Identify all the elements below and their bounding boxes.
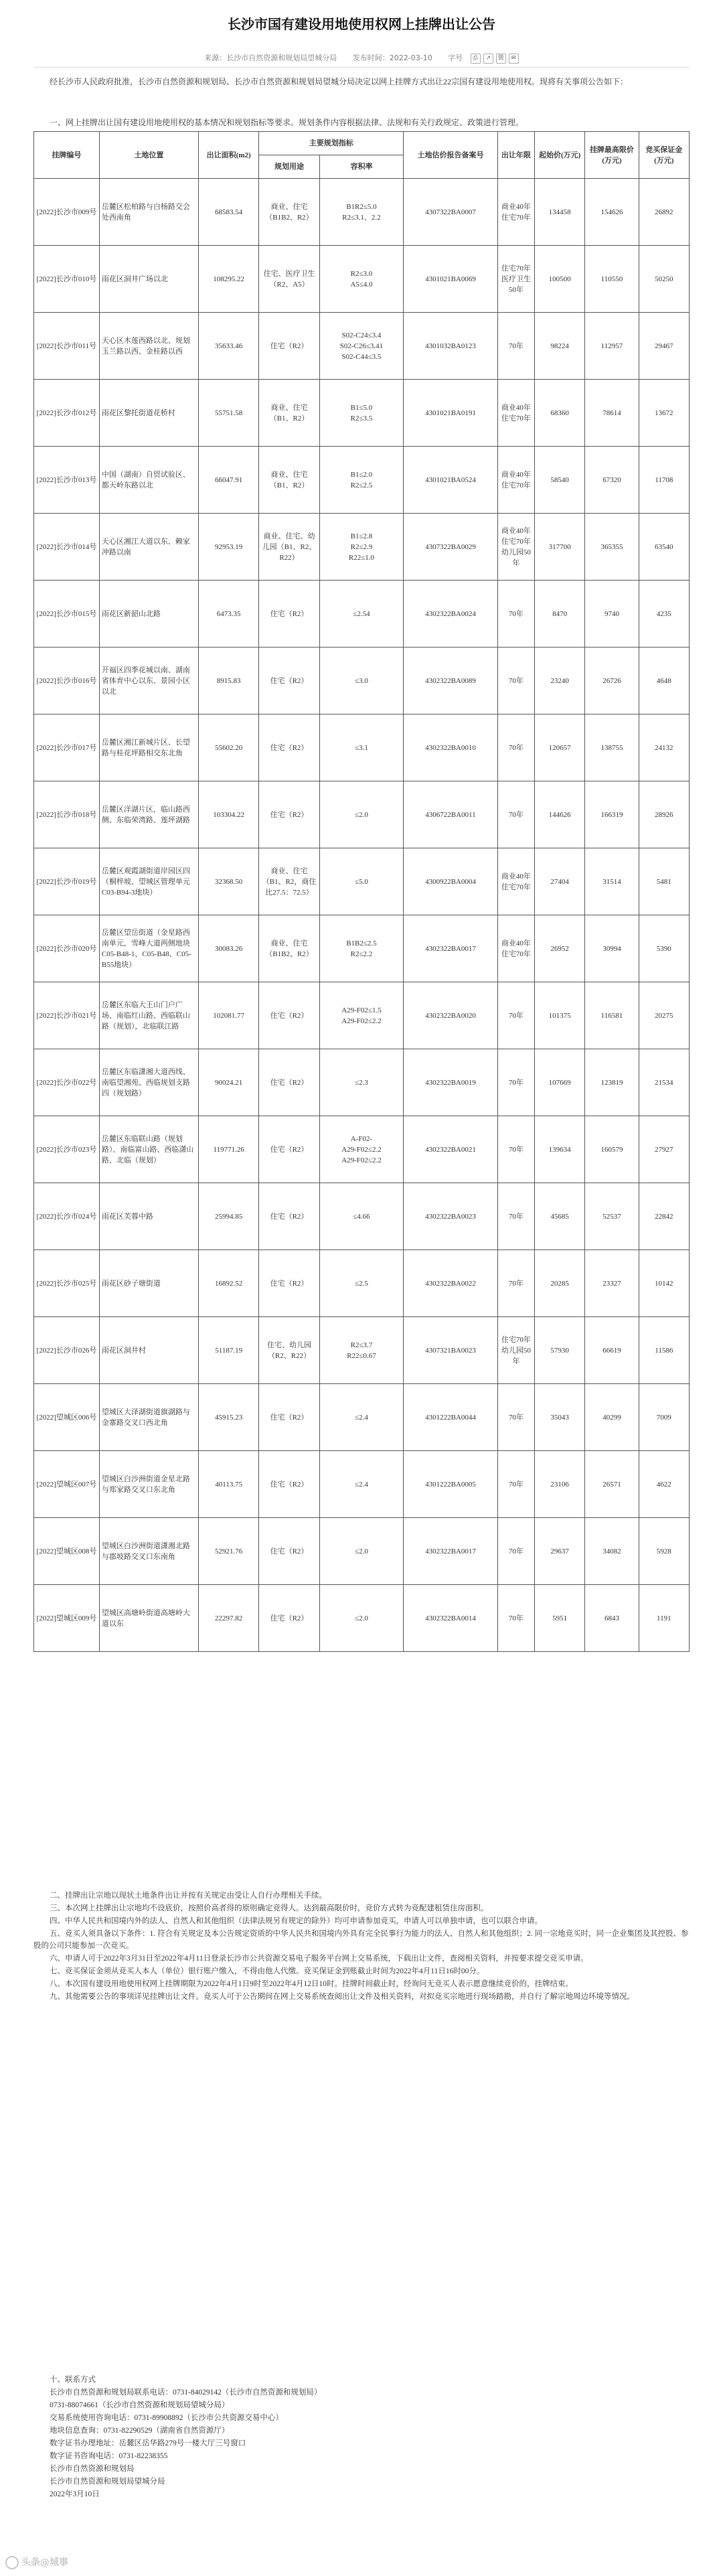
cell-loc: 岳麓区东临潇湘大道西线、南临望湘苑、西临规划支路四（规划路） bbox=[99, 1049, 198, 1116]
cell-cert: 4301021BA0191 bbox=[404, 380, 498, 447]
cell-years: 商业40年 住宅70年 bbox=[497, 915, 534, 982]
cell-years: 70年 bbox=[497, 581, 534, 648]
cell-loc: 雨花区洞井广场以北 bbox=[99, 246, 198, 313]
cell-use: 商业、住宅（B1B2、R2） bbox=[259, 915, 319, 982]
cell-maxp: 23327 bbox=[585, 1250, 639, 1317]
cell-maxp: 26726 bbox=[585, 648, 639, 714]
cell-far: B1R2≤5.0 R2≤3.1、2.2 bbox=[319, 179, 404, 246]
contacts-heading: 十、联系方式 bbox=[50, 2376, 96, 2384]
cell-start: 8470 bbox=[534, 581, 584, 648]
table-row bbox=[34, 714, 690, 781]
cell-far: ≤2.0 bbox=[319, 1518, 404, 1585]
cell-no: [2022]望城区009号 bbox=[34, 1585, 100, 1652]
cell-years: 70年 bbox=[497, 648, 534, 714]
date-label: 发布时间：2022-03-10 bbox=[352, 54, 432, 62]
cell-far: ≤2.54 bbox=[319, 581, 404, 648]
cell-no: [2022]长沙市018号 bbox=[34, 781, 100, 848]
cell-maxp: 110550 bbox=[585, 246, 639, 313]
cell-area: 108295.22 bbox=[198, 246, 258, 313]
header-cert: 土地估价报告备案号 bbox=[404, 132, 498, 179]
cell-far: B1≤2.8 R2≤2.9 R22≤1.0 bbox=[319, 514, 404, 581]
cell-start: 20285 bbox=[534, 1250, 584, 1317]
cell-deposit: 7009 bbox=[639, 1384, 689, 1451]
cell-loc: 岳麓区观霞湖街道岸园区四（桐梓坡、望城区管理单元C03-B94-3地块） bbox=[99, 848, 198, 915]
cell-deposit: 5481 bbox=[639, 848, 689, 915]
weibo-icon[interactable]: 微 bbox=[496, 54, 506, 64]
cell-cert: 4302322BA0017 bbox=[404, 1518, 498, 1585]
cell-area: 90024.21 bbox=[198, 1049, 258, 1116]
cell-no: [2022]长沙市023号 bbox=[34, 1116, 100, 1183]
cell-cert: 4302322BA0089 bbox=[404, 648, 498, 714]
cell-use: 商业、住宅（B1、R2） bbox=[259, 380, 319, 447]
cell-years: 70年 bbox=[497, 1116, 534, 1183]
cell-maxp: 116581 bbox=[585, 982, 639, 1049]
cell-no: [2022]长沙市017号 bbox=[34, 714, 100, 781]
cell-cert: 4301222BA0044 bbox=[404, 1384, 498, 1451]
cell-maxp: 52537 bbox=[585, 1183, 639, 1250]
cell-years: 70年 bbox=[497, 781, 534, 848]
signature-1: 长沙市自然资源和规划局 bbox=[50, 2465, 135, 2473]
cell-loc: 雨花区芙蓉中路 bbox=[99, 1183, 198, 1250]
cell-start: 27404 bbox=[534, 848, 584, 915]
cell-cert: 4302322BA0023 bbox=[404, 1183, 498, 1250]
cell-years: 70年 bbox=[497, 313, 534, 380]
cell-years: 70年 bbox=[497, 982, 534, 1049]
cell-no: [2022]望城区008号 bbox=[34, 1518, 100, 1585]
cell-area: 22297.82 bbox=[198, 1585, 258, 1652]
header-location: 土地位置 bbox=[99, 132, 198, 179]
cell-no: [2022]长沙市025号 bbox=[34, 1250, 100, 1317]
cell-deposit: 28926 bbox=[639, 781, 689, 848]
cell-start: 57930 bbox=[534, 1317, 584, 1384]
cell-far: ≤3.0 bbox=[319, 648, 404, 714]
table-row bbox=[34, 1384, 690, 1451]
cell-use: 住宅（R2） bbox=[259, 1451, 319, 1518]
cell-far: ≤4.66 bbox=[319, 1183, 404, 1250]
cell-loc: 岳麓区湘江新城片区、长望路与桂花坪路相交东北角 bbox=[99, 714, 198, 781]
cell-area: 68583.54 bbox=[198, 179, 258, 246]
cell-far: ≤2.0 bbox=[319, 1585, 404, 1652]
cell-loc: 望城区高塘岭街道高塘岭大道以东 bbox=[99, 1585, 198, 1652]
cell-cert: 4306722BA0011 bbox=[404, 781, 498, 848]
cell-years: 70年 bbox=[497, 714, 534, 781]
cell-maxp: 6843 bbox=[585, 1585, 639, 1652]
header-main-index: 主要规划指标 bbox=[259, 132, 404, 155]
cell-no: [2022]长沙市014号 bbox=[34, 514, 100, 581]
cell-years: 70年 bbox=[497, 1451, 534, 1518]
table-row bbox=[34, 1317, 690, 1384]
table-row bbox=[34, 514, 690, 581]
cell-no: [2022]长沙市015号 bbox=[34, 581, 100, 648]
cell-start: 29637 bbox=[534, 1518, 584, 1585]
table-row bbox=[34, 1049, 690, 1116]
cell-maxp: 34082 bbox=[585, 1518, 639, 1585]
cell-deposit: 13672 bbox=[639, 380, 689, 447]
cell-maxp: 166319 bbox=[585, 781, 639, 848]
cell-area: 103304.22 bbox=[198, 781, 258, 848]
cell-cert: 4302322BA0010 bbox=[404, 714, 498, 781]
cell-area: 35633.46 bbox=[198, 313, 258, 380]
cell-loc: 望城区大泽湖街道旗湖路与金寨路交叉口西北角 bbox=[99, 1384, 198, 1451]
cell-far: R2≤3.0 A5≤4.0 bbox=[319, 246, 404, 313]
watermark-logo-icon bbox=[5, 2556, 19, 2569]
cell-maxp: 30994 bbox=[585, 915, 639, 982]
cell-start: 35043 bbox=[534, 1384, 584, 1451]
header-use: 规划用途 bbox=[259, 155, 319, 179]
note-paragraph: 八、本次国有建设用地使用权网上挂牌期限为2022年4月1日9时至2022年4月12日10时。挂牌时间截止时，经询问无竞买人表示愿意继续竞价的，挂牌结束。 bbox=[50, 1980, 573, 1988]
cell-maxp: 160579 bbox=[585, 1116, 639, 1183]
cell-start: 120657 bbox=[534, 714, 584, 781]
cell-deposit: 29467 bbox=[639, 313, 689, 380]
cell-start: 26952 bbox=[534, 915, 584, 982]
cell-deposit: 63540 bbox=[639, 514, 689, 581]
cell-area: 66047.91 bbox=[198, 447, 258, 514]
cell-start: 144626 bbox=[534, 781, 584, 848]
section-1-heading: 一、网上挂牌出让国有建设用地使用权的基本情况和规划指标等要求。规划条件内容根据法律、法规和有关行政规定、政策进行管理。 bbox=[50, 118, 524, 127]
header-years: 出让年限 bbox=[497, 132, 534, 179]
cell-start: 107669 bbox=[534, 1049, 584, 1116]
cell-maxp: 154626 bbox=[585, 179, 639, 246]
cell-use: 住宅（R2） bbox=[259, 313, 319, 380]
cell-use: 住宅（R2） bbox=[259, 1183, 319, 1250]
cell-area: 40113.75 bbox=[198, 1451, 258, 1518]
table-row bbox=[34, 581, 690, 648]
cell-deposit: 27927 bbox=[639, 1116, 689, 1183]
cell-deposit: 26892 bbox=[639, 179, 689, 246]
cell-far: ≤2.3 bbox=[319, 1049, 404, 1116]
cell-use: 住宅（R2） bbox=[259, 982, 319, 1049]
cell-area: 55602.20 bbox=[198, 714, 258, 781]
cell-cert: 4307322BA0007 bbox=[404, 179, 498, 246]
cell-far: B1≤5.0 R2≤3.5 bbox=[319, 380, 404, 447]
note-paragraph: 三、本次网上挂牌出让宗地均不设底价，按照价高者得的原则确定竞得人。达到最高限价时，竞价方式转为竞配建租赁住房面积。 bbox=[50, 1904, 489, 1912]
cell-deposit: 24132 bbox=[639, 714, 689, 781]
cell-deposit: 11586 bbox=[639, 1317, 689, 1384]
cell-area: 55751.58 bbox=[198, 380, 258, 447]
table-row bbox=[34, 1183, 690, 1250]
cell-area: 102081.77 bbox=[198, 982, 258, 1049]
cell-maxp: 112957 bbox=[585, 313, 639, 380]
signature-2: 长沙市自然资源和规划局望城分局 bbox=[50, 2478, 165, 2486]
cell-use: 住宅（R2） bbox=[259, 1585, 319, 1652]
cell-deposit: 4622 bbox=[639, 1451, 689, 1518]
cell-far: S02-C24≤3.4 S02-C26≤3.41 S02-C44≤3.5 bbox=[319, 313, 404, 380]
cell-start: 58540 bbox=[534, 447, 584, 514]
cell-far: ≤2.0 bbox=[319, 781, 404, 848]
header-far: 容积率 bbox=[319, 155, 404, 179]
cell-far: R2≤3.7 R22≤0.67 bbox=[319, 1317, 404, 1384]
cell-start: 139634 bbox=[534, 1116, 584, 1183]
cell-no: [2022]长沙市012号 bbox=[34, 380, 100, 447]
cell-use: 住宅（R2） bbox=[259, 648, 319, 714]
divider bbox=[33, 67, 690, 68]
cell-no: [2022]长沙市024号 bbox=[34, 1183, 100, 1250]
cell-far: ≤3.1 bbox=[319, 714, 404, 781]
cell-deposit: 11708 bbox=[639, 447, 689, 514]
cell-cert: 4302322BA0019 bbox=[404, 1049, 498, 1116]
cell-use: 住宅（R2） bbox=[259, 1116, 319, 1183]
cell-start: 45685 bbox=[534, 1183, 584, 1250]
table-row bbox=[34, 781, 690, 848]
watermark bbox=[5, 2555, 68, 2569]
cell-no: [2022]长沙市022号 bbox=[34, 1049, 100, 1116]
cell-deposit: 5928 bbox=[639, 1518, 689, 1585]
cell-area: 119771.26 bbox=[198, 1116, 258, 1183]
wechat-icon[interactable]: ✉ bbox=[509, 54, 519, 64]
table-row bbox=[34, 246, 690, 313]
font-size-label[interactable]: 字号 bbox=[448, 54, 463, 62]
cell-no: [2022]长沙市026号 bbox=[34, 1317, 100, 1384]
cell-years: 70年 bbox=[497, 1518, 534, 1585]
cell-area: 6473.35 bbox=[198, 581, 258, 648]
cell-start: 23240 bbox=[534, 648, 584, 714]
contact-line: 交易系统使用咨询电话：0731-89908892（长沙市公共资源交易中心） bbox=[50, 2414, 283, 2422]
cell-no: [2022]望城区006号 bbox=[34, 1384, 100, 1451]
cell-cert: 4301021BA0069 bbox=[404, 246, 498, 313]
cell-far: ≤2.5 bbox=[319, 1250, 404, 1317]
cell-years: 70年 bbox=[497, 1250, 534, 1317]
note-paragraph: 七、竞买保证金须从竞买人本人（单位）银行账户缴入，不得由他人代缴。竞买保证金到账截止时间为2022年4月11日16时00分。 bbox=[50, 1967, 485, 1975]
table-body bbox=[34, 179, 690, 1652]
cell-use: 商业、住宅（B1B2、R2） bbox=[259, 179, 319, 246]
cell-years: 70年 bbox=[497, 1585, 534, 1652]
cell-deposit: 4235 bbox=[639, 581, 689, 648]
cell-use: 住宅（R2） bbox=[259, 714, 319, 781]
cell-cert: 4307321BA0023 bbox=[404, 1317, 498, 1384]
table-row bbox=[34, 447, 690, 514]
cell-use: 商业、住宅、幼儿园（B1、R2、R22） bbox=[259, 514, 319, 581]
cell-no: [2022]长沙市009号 bbox=[34, 179, 100, 246]
cell-use: 住宅（R2） bbox=[259, 1250, 319, 1317]
cell-loc: 雨花区黎托街道花桥村 bbox=[99, 380, 198, 447]
table-row bbox=[34, 848, 690, 915]
watermark-text: 头条@城事 bbox=[21, 2557, 68, 2568]
table-row bbox=[34, 179, 690, 246]
cell-loc: 开福区四季花城以南、湖南省体育中心以东、景园小区以北 bbox=[99, 648, 198, 714]
header-no: 挂牌编号 bbox=[34, 132, 100, 179]
contact-line: 数字证书办理地址：岳麓区岳华路279号一楼大厅三号窗口 bbox=[50, 2439, 246, 2447]
cell-deposit: 1191 bbox=[639, 1585, 689, 1652]
table-row bbox=[34, 982, 690, 1049]
cell-years: 住宅70年 幼儿园50年 bbox=[497, 1317, 534, 1384]
notes-section bbox=[33, 1890, 690, 2003]
cell-years: 70年 bbox=[497, 1384, 534, 1451]
cell-far: ≤2.4 bbox=[319, 1451, 404, 1518]
cell-area: 92953.19 bbox=[198, 514, 258, 581]
cell-deposit: 22842 bbox=[639, 1183, 689, 1250]
cell-years: 商业40年 住宅70年 bbox=[497, 380, 534, 447]
note-paragraph: 六、申请人可于2022年3月31日至2022年4月11日登录长沙市公共资源交易电子服务平台网上交易系统，下载出让文件，查阅相关资料，并按要求提交竞买申请。 bbox=[50, 1955, 588, 1963]
cell-deposit: 50250 bbox=[639, 246, 689, 313]
cell-years: 住宅70年 医疗卫生50年 bbox=[497, 246, 534, 313]
cell-loc: 岳麓区东临联山路（规划路）、南临富山路、西临潇山路、北临（规划） bbox=[99, 1116, 198, 1183]
contact-line: 长沙市自然资源和规划局联系电话：0731-84029142（长沙市自然资源和规划局） bbox=[50, 2389, 322, 2397]
cell-loc: 雨花区砂子塘街道 bbox=[99, 1250, 198, 1317]
cell-area: 16892.52 bbox=[198, 1250, 258, 1317]
table-row bbox=[34, 648, 690, 714]
cell-maxp: 67320 bbox=[585, 447, 639, 514]
cell-area: 51187.19 bbox=[198, 1317, 258, 1384]
cell-cert: 4301222BA0005 bbox=[404, 1451, 498, 1518]
cell-maxp: 138755 bbox=[585, 714, 639, 781]
page-title: 长沙市国有建设用地使用权网上挂牌出让公告 bbox=[228, 16, 495, 32]
table-row bbox=[34, 1518, 690, 1585]
cell-use: 住宅（R2） bbox=[259, 1384, 319, 1451]
cell-area: 32368.50 bbox=[198, 848, 258, 915]
print-icon[interactable]: ⎙ bbox=[471, 54, 481, 64]
cell-use: 商业、住宅（B1、R2） bbox=[259, 447, 319, 514]
note-paragraph: 五、竞买人须具备以下条件：1. 符合有关规定及本公告规定资质的中华人民共和国境内外具有完全民事行为能力的法人、自然人和其他组织；2. 同一宗地竞买时，同一企业集团及其控股、参股的公司只能参加一次竞买。 bbox=[33, 1930, 689, 1950]
cell-years: 商业40年 住宅70年 bbox=[497, 179, 534, 246]
cell-loc: 天心区木莲西路以北、规划玉兰路以西、金桂路以西 bbox=[99, 313, 198, 380]
cell-area: 45915.23 bbox=[198, 1384, 258, 1451]
cell-cert: 4301021BA0524 bbox=[404, 447, 498, 514]
contact-line: 0731-88074661（长沙市自然资源和规划局望城分局） bbox=[50, 2401, 230, 2409]
cell-use: 住宅、幼儿园（R2、R22） bbox=[259, 1317, 319, 1384]
cell-start: 101375 bbox=[534, 982, 584, 1049]
cell-start: 317700 bbox=[534, 514, 584, 581]
cell-cert: 4302322BA0017 bbox=[404, 915, 498, 982]
note-paragraph: 二、挂牌出让宗地以现状土地条件出让并按有关规定由受让人自行办理相关手续。 bbox=[50, 1892, 327, 1900]
cell-use: 住宅、医疗卫生（R2、A5） bbox=[259, 246, 319, 313]
cell-maxp: 26571 bbox=[585, 1451, 639, 1518]
cell-no: [2022]长沙市013号 bbox=[34, 447, 100, 514]
contact-lines bbox=[33, 2386, 690, 2463]
contacts-section bbox=[33, 2374, 690, 2501]
cell-years: 70年 bbox=[497, 1183, 534, 1250]
table-row bbox=[34, 1585, 690, 1652]
note-paragraph: 九、其他需要公告的事项详见挂牌出让文件。竞买人可于公告期间在网上交易系统查阅出让文件及相关资料，对拟竞买宗地进行现场踏勘，并自行了解宗地周边环境等情况。 bbox=[50, 1993, 635, 2001]
cell-cert: 4302322BA0020 bbox=[404, 982, 498, 1049]
cell-loc: 岳麓区洋湖片区，临山路西侧、东临荣湾路、莲坪湖路 bbox=[99, 781, 198, 848]
cell-start: 23106 bbox=[534, 1451, 584, 1518]
cell-cert: 4307322BA0029 bbox=[404, 514, 498, 581]
cell-use: 住宅（R2） bbox=[259, 1518, 319, 1585]
cell-deposit: 5390 bbox=[639, 915, 689, 982]
cell-no: [2022]望城区007号 bbox=[34, 1451, 100, 1518]
signature-date: 2022年3月10日 bbox=[50, 2490, 100, 2498]
table-row bbox=[34, 1116, 690, 1183]
cell-maxp: 123819 bbox=[585, 1049, 639, 1116]
cell-loc: 雨花区洞井村 bbox=[99, 1317, 198, 1384]
cell-area: 8915.83 bbox=[198, 648, 258, 714]
table-row bbox=[34, 313, 690, 380]
cell-maxp: 78614 bbox=[585, 380, 639, 447]
cell-deposit: 20275 bbox=[639, 982, 689, 1049]
table-row bbox=[34, 1451, 690, 1518]
cell-maxp: 40299 bbox=[585, 1384, 639, 1451]
cell-use: 住宅（R2） bbox=[259, 1049, 319, 1116]
cell-no: [2022]长沙市021号 bbox=[34, 982, 100, 1049]
cell-no: [2022]长沙市020号 bbox=[34, 915, 100, 982]
cell-area: 30083.26 bbox=[198, 915, 258, 982]
cell-far: ≤2.4 bbox=[319, 1384, 404, 1451]
cell-deposit: 10142 bbox=[639, 1250, 689, 1317]
cell-years: 70年 bbox=[497, 1049, 534, 1116]
cell-use: 住宅（R2） bbox=[259, 781, 319, 848]
cell-use: 商业、住宅（B1、R2，商住比27.5：72.5） bbox=[259, 848, 319, 915]
cell-no: [2022]长沙市019号 bbox=[34, 848, 100, 915]
note-paragraph: 四、中华人民共和国境内外的法人、自然人和其他组织（法律法规另有规定的除外）均可申请参加竞买，申请人可以单独申请，也可以联合申请。 bbox=[50, 1917, 542, 1925]
cell-use: 住宅（R2） bbox=[259, 581, 319, 648]
cell-start: 134458 bbox=[534, 179, 584, 246]
cell-maxp: 9740 bbox=[585, 581, 639, 648]
share-icon[interactable]: ↗ bbox=[483, 54, 493, 64]
cell-start: 100500 bbox=[534, 246, 584, 313]
cell-start: 5951 bbox=[534, 1585, 584, 1652]
cell-loc: 望城区白沙洲街道金星北路与郑家路交叉口东北角 bbox=[99, 1451, 198, 1518]
cell-loc: 望城区白沙洲街道潇湘北路与郡坡路交叉口东南角 bbox=[99, 1518, 198, 1585]
header-deposit: 竞买保证金(万元) bbox=[639, 132, 689, 179]
table-row bbox=[34, 380, 690, 447]
cell-cert: 4302322BA0024 bbox=[404, 581, 498, 648]
cell-cert: 4302322BA0022 bbox=[404, 1250, 498, 1317]
contact-line: 数字证书咨询电话：0731-82238355 bbox=[50, 2452, 168, 2460]
cell-loc: 岳麓区望岳街道（金星路西南单元，雪峰大道两侧地块C05-B48-1、C05-B48、C05-B55地块） bbox=[99, 915, 198, 982]
cell-area: 52921.76 bbox=[198, 1518, 258, 1585]
cell-maxp: 31514 bbox=[585, 848, 639, 915]
cell-far: B1B2≤2.5 R2≤2.2 bbox=[319, 915, 404, 982]
cell-start: 68360 bbox=[534, 380, 584, 447]
header-area: 出让面积(m2) bbox=[198, 132, 258, 179]
cell-no: [2022]长沙市016号 bbox=[34, 648, 100, 714]
cell-cert: 4301032BA0123 bbox=[404, 313, 498, 380]
cell-far: ≤5.0 bbox=[319, 848, 404, 915]
cell-far: A29-F02≤1.5 A29-F02≤2.2 bbox=[319, 982, 404, 1049]
cell-maxp: 365355 bbox=[585, 514, 639, 581]
cell-years: 商业40年 住宅70年 bbox=[497, 447, 534, 514]
cell-years: 商业40年 住宅70年 幼儿园50年 bbox=[497, 514, 534, 581]
cell-start: 98224 bbox=[534, 313, 584, 380]
cell-no: [2022]长沙市010号 bbox=[34, 246, 100, 313]
intro-paragraph: 经长沙市人民政府批准，长沙市自然资源和规划局、长沙市自然资源和规划局望城分局决定以网上挂牌方式出让22宗国有建设用地使用权。现将有关事项公告如下： bbox=[50, 77, 629, 86]
source-label: 来源：长沙市自然资源和规划局望城分局 bbox=[204, 54, 337, 62]
table-row bbox=[34, 1250, 690, 1317]
cell-deposit: 21534 bbox=[639, 1049, 689, 1116]
cell-maxp: 66619 bbox=[585, 1317, 639, 1384]
cell-area: 25994.85 bbox=[198, 1183, 258, 1250]
cell-loc: 天心区湘江大道以东、赖家冲路以南 bbox=[99, 514, 198, 581]
cell-deposit: 4648 bbox=[639, 648, 689, 714]
cell-loc: 中国（湖南）自贸试验区、都天岭东路以北 bbox=[99, 447, 198, 514]
cell-cert: 4302322BA0021 bbox=[404, 1116, 498, 1183]
cell-cert: 4300922BA0004 bbox=[404, 848, 498, 915]
contact-line: 地块信息查询：0731-82290529（湖南省自然资源厅） bbox=[50, 2427, 230, 2435]
cell-far: B1≤2.0 R2≤2.5 bbox=[319, 447, 404, 514]
cell-cert: 4302322BA0014 bbox=[404, 1585, 498, 1652]
cell-loc: 雨花区新韶山北路 bbox=[99, 581, 198, 648]
cell-loc: 岳麓区松柏路与白杨路交会处西南角 bbox=[99, 179, 198, 246]
header-start-price: 起始价(万元) bbox=[534, 132, 584, 179]
cell-loc: 岳麓区东临大王山门户广场、南临红山路、西临联山路（规划），北临联江路 bbox=[99, 982, 198, 1049]
header-max-price: 挂牌最高限价(万元) bbox=[585, 132, 639, 179]
article-meta bbox=[0, 52, 723, 64]
cell-years: 商业40年 住宅70年 bbox=[497, 848, 534, 915]
cell-no: [2022]长沙市011号 bbox=[34, 313, 100, 380]
cell-far: A-F02- A29-F02≤2.2 A29-F02≤2.2 bbox=[319, 1116, 404, 1183]
land-table bbox=[33, 131, 690, 1652]
table-row bbox=[34, 915, 690, 982]
